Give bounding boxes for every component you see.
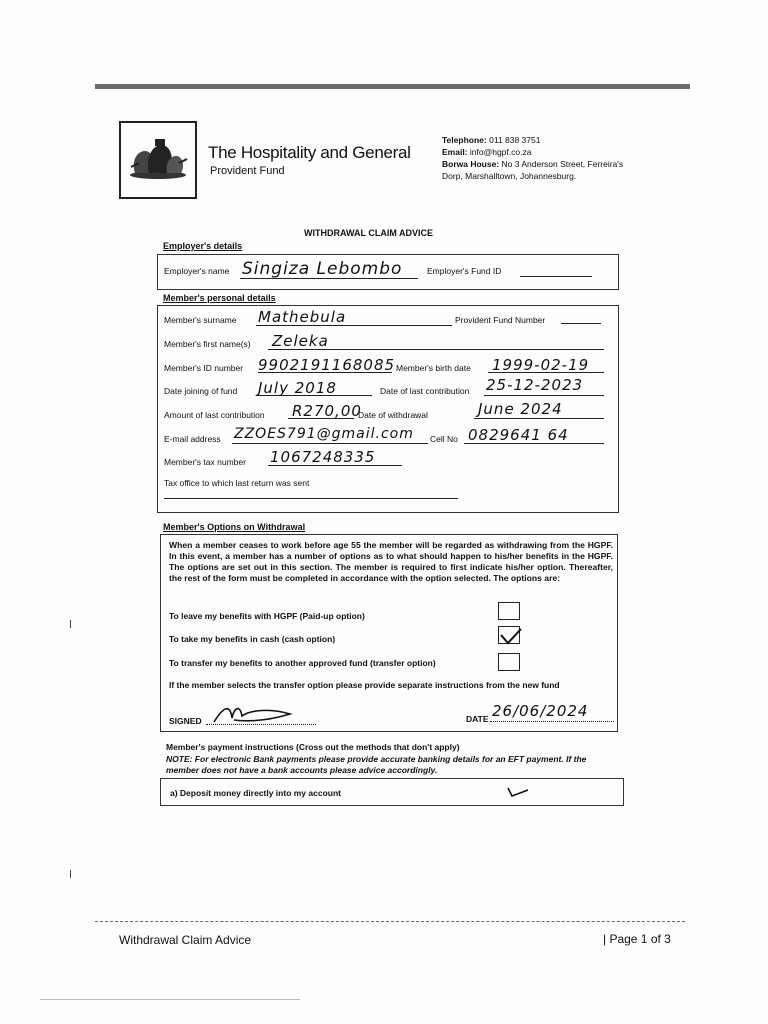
employer-section-label: Employer's details [163, 241, 243, 251]
id-number-label: Member's ID number [164, 363, 244, 373]
margin-mark [70, 870, 71, 878]
tick-mark-icon [506, 784, 530, 798]
cell-no-label: Cell No [430, 434, 458, 444]
join-date-value: July 2018 [258, 379, 337, 397]
option-paid-up-checkbox[interactable] [498, 602, 520, 620]
withdrawal-date-value: June 2024 [478, 400, 563, 418]
tax-number-label: Member's tax number [164, 457, 246, 467]
amount-value: R270,00 [292, 402, 362, 420]
option-transfer-checkbox[interactable] [498, 653, 520, 671]
first-name-value: Zeleka [272, 332, 329, 350]
first-name-label: Member's first name(s) [164, 339, 251, 349]
checkmark-icon [499, 625, 523, 645]
pf-number-field [561, 323, 601, 324]
email-value: info@hgpf.co.za [469, 147, 532, 157]
tax-office-line [164, 498, 458, 499]
cell-no-value: 0829641 64 [468, 426, 569, 444]
birth-date-label: Member's birth date [396, 363, 471, 373]
surname-value: Mathebula [258, 308, 347, 326]
withdrawal-date-label: Date of withdrawal [358, 410, 428, 420]
email-label: Email: [442, 147, 468, 157]
signed-label: SIGNED [169, 716, 202, 726]
pots-logo-icon [121, 123, 195, 197]
amount-line [288, 418, 354, 419]
address-line-1: No 3 Anderson Street, Ferreira's [501, 159, 624, 169]
footer-divider [95, 921, 685, 922]
pf-number-label: Provident Fund Number [455, 315, 546, 325]
margin-mark [70, 620, 71, 628]
option-paid-up-label: To leave my benefits with HGPF (Paid-up option) [169, 611, 365, 621]
employer-name-line [240, 278, 418, 279]
email-address-line [232, 443, 428, 444]
birth-date-line [488, 372, 604, 373]
signed-date-value: 26/06/2024 [492, 702, 589, 720]
options-intro: When a member ceases to work before age 55 the member will be regarded as withdrawing from the HGPF. In this event, a member has a number of options as to what should happen to his/her benefits in the HGPF. The options are set out in this section. The member is required to first indicate his/her option. Thereafter, the rest of the form must be completed in accordance with the option selected. The options are: [169, 540, 613, 583]
address-label: Borwa House: [442, 159, 500, 169]
org-subtitle: Provident Fund [210, 165, 285, 177]
employer-fund-id-field [520, 276, 592, 277]
last-contribution-date-label: Date of last contribution [380, 386, 470, 396]
contact-block [442, 134, 623, 182]
email-address-value: ZZOES791@gmail.com [234, 426, 414, 442]
tel-value: 011 838 3751 [489, 135, 541, 145]
employer-name-value: Singiza Lebombo [242, 259, 403, 279]
address-line-2: Dorp, Marshalltown, Johannesburg. [442, 171, 577, 181]
date-label: DATE [466, 714, 489, 724]
payment-heading: Member's payment instructions (Cross out the methods that don't apply) [166, 742, 460, 752]
join-date-line [256, 395, 372, 396]
employer-fund-id-label: Employer's Fund ID [427, 266, 502, 276]
transfer-note: If the member selects the transfer option please provide separate instructions from the new fund [169, 680, 560, 690]
employer-name-label: Employer's name [164, 266, 230, 276]
first-name-line [268, 349, 604, 350]
form-title: WITHDRAWAL CLAIM ADVICE [304, 228, 433, 238]
withdrawal-date-line [474, 418, 604, 419]
payment-note: NOTE: For electronic Bank payments please provide accurate banking details for an EFT payment. If the member does not have a bank accounts please advice accordingly. [166, 754, 587, 775]
payment-option-a: a) Deposit money directly into my account [170, 788, 341, 798]
tax-number-value: 1067248335 [270, 448, 376, 466]
cell-no-line [464, 443, 604, 444]
option-transfer-label: To transfer my benefits to another approved fund (transfer option) [169, 658, 436, 668]
signature-icon [210, 700, 300, 728]
amount-label: Amount of last contribution [164, 410, 265, 420]
footer-title: Withdrawal Claim Advice [119, 933, 252, 947]
page-number: | Page 1 of 3 [603, 932, 671, 946]
tax-office-label: Tax office to which last return was sent [164, 478, 310, 488]
birth-date-value: 1999-02-19 [492, 356, 590, 374]
options-section-label: Member's Options on Withdrawal [163, 522, 306, 532]
id-number-value: 9902191168085 [258, 356, 396, 374]
tax-number-line [268, 465, 402, 466]
bottom-scan-line [40, 999, 300, 1000]
last-contribution-date-line [484, 395, 604, 396]
email-address-label: E-mail address [164, 434, 221, 444]
signed-date-line [490, 721, 614, 722]
surname-label: Member's surname [164, 315, 237, 325]
fund-logo [119, 121, 197, 199]
member-section-label: Member's personal details [163, 293, 276, 303]
tel-label: Telephone: [442, 135, 487, 145]
top-scan-bar [95, 84, 690, 89]
id-number-line [258, 372, 392, 373]
last-contribution-date-value: 25-12-2023 [486, 376, 584, 394]
join-date-label: Date joining of fund [164, 386, 238, 396]
org-name: The Hospitality and General [208, 143, 411, 162]
option-cash-checkbox[interactable] [498, 626, 520, 644]
option-cash-label: To take my benefits in cash (cash option) [169, 634, 336, 644]
surname-line [256, 325, 452, 326]
